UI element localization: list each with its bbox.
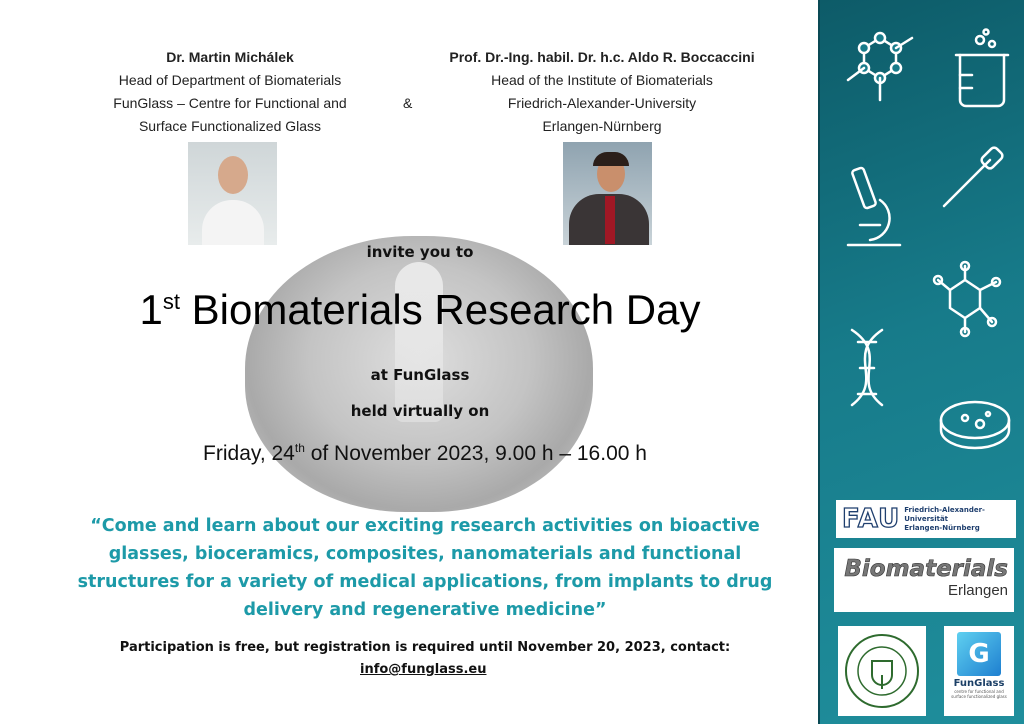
- sidebar-panel: [818, 0, 1024, 724]
- ampersand: &: [403, 95, 413, 111]
- photo-boccaccini: [563, 142, 652, 245]
- fau-mark: FAU: [842, 504, 901, 534]
- molecule-hexagon-icon: [934, 262, 1000, 336]
- title-number: 1: [139, 286, 163, 333]
- dna-icon: [852, 330, 882, 405]
- host-2: [420, 46, 784, 138]
- location-text: at FunGlass: [370, 366, 470, 384]
- petri-dish-icon: [941, 402, 1009, 448]
- host-2-line: Head of the Institute of Biomaterials: [491, 72, 713, 88]
- photo-michalek: [188, 142, 277, 245]
- host-2-name: Prof. Dr.-Ing. habil. Dr. h.c. Aldo R. Boccaccini: [449, 49, 755, 65]
- molecule-ring-icon: [848, 33, 912, 100]
- fau-line2: Erlangen-Nürnberg: [904, 523, 980, 532]
- microscope-icon: [848, 167, 900, 245]
- trencin-university-seal: [838, 626, 926, 716]
- host-1: [80, 46, 380, 138]
- quote-text: “Come and learn about our exciting research activities on bioactive glasses, bioceramics, composites, nanomaterials and functional structures for a variety of medical applications, from implants to drug delivery and regenerative medicine”: [77, 516, 773, 620]
- date-sup: th: [294, 441, 305, 455]
- title-main: Biomaterials Research Day: [179, 286, 701, 333]
- funglass-tagline: centre for functional and surface functionalized glass: [951, 689, 1007, 699]
- held-text: held virtually on: [350, 402, 490, 420]
- registration-text: Participation is free, but registration is required until November 20, 2023, contact:: [119, 640, 731, 655]
- biomaterials-erlangen-logo: [834, 548, 1014, 612]
- event-date: [100, 441, 750, 466]
- biomaterials-line2: Erlangen: [947, 582, 1008, 599]
- dropper-icon: [944, 146, 1004, 206]
- title-sup: st: [162, 289, 180, 314]
- host-2-line: Friedrich-Alexander-University: [507, 95, 697, 111]
- host-1-line: Surface Functionalized Glass: [138, 118, 322, 134]
- host-1-line: Head of Department of Biomaterials: [118, 72, 342, 88]
- funglass-name: FunGlass: [953, 678, 1005, 689]
- invite-text: invite you to: [366, 243, 474, 261]
- event-title: [40, 286, 800, 334]
- host-2-line: Erlangen-Nürnberg: [542, 118, 662, 134]
- contact-email-link[interactable]: info@funglass.eu: [360, 662, 487, 677]
- funglass-logo: G FunGlass centre for functional and surface functionalized glass: [944, 626, 1014, 716]
- date-post: of November 2023, 9.00 h – 16.00 h: [304, 442, 647, 465]
- biomaterials-line1: Biomaterials: [844, 556, 1008, 582]
- host-1-line: FunGlass – Centre for Functional and: [113, 95, 347, 111]
- date-pre: Friday, 24: [203, 442, 295, 465]
- host-1-name: Dr. Martin Michálek: [166, 49, 294, 65]
- fau-logo: [836, 500, 1016, 538]
- beaker-icon: [956, 30, 1008, 107]
- fau-line1: Friedrich-Alexander-Universität: [904, 505, 985, 523]
